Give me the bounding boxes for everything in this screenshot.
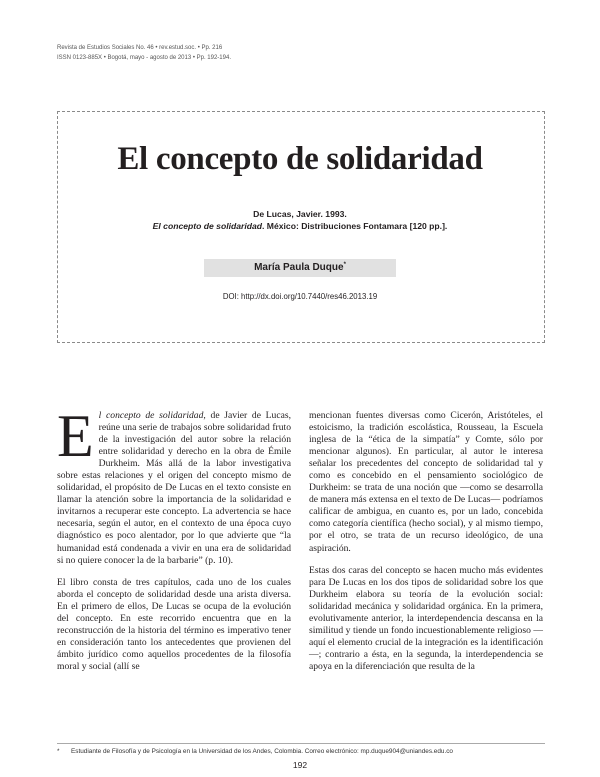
paragraph-4: Estas dos caras del concepto se hacen mucho más evidentes para De Lucas en los dos tipos de solidaridad sobre los que Durkheim elabora su teoría de la evolución social: solidaridad mecánica y solidaridad orgánica. En la primera, evolutivamente anterior, la interdependencia descansa en la similitud y tiende un fondo incuestionablemente religioso —aquí el elemento crucial de la integración es la identificación—; contrario a ésta, en la segunda, la interdependencia se apoya en la diferenciación que resulta de la [309,564,543,672]
paragraph-3: mencionan fuentes diversas como Cicerón, Aristóteles, el estoicismo, la tradición escolástica, Rousseau, la Escuela inglesa de la “ética de la simpatía” y Comte, sólo por mencionar algunos). En particular, al autor le interesa señalar los precedentes del concepto de solidaridad tal y como es concebido en el pensamiento sociológico de Durkheim: se trata de una noción que —como se desarrolla de manera más extensa en el texto de De Lucas— podríamos calificar de ambigua, en cuanto es, por un lado, concebida como categoría científica (hecho social), y al mismo tiempo, por el otro, se trata de un recurso ideológico, de una aspiración. [309,410,543,554]
footnote-text: Estudiante de Filosofía y de Psicología en la Universidad de los Andes, Colombia. Correo electrónico: mp.duque904@uniandes.edu.co [71,748,453,755]
reference-author-year: De Lucas, Javier. 1993. [253,209,347,219]
journal-header-line1: Revista de Estudios Sociales No. 46 • rev.estud.soc. • Pp. 216 [57,45,223,51]
author-bar [204,259,396,277]
reference-book-title: El concepto de solidaridad [152,221,263,231]
footnote-divider [57,743,545,744]
book-title-inline: l concepto de solidaridad [98,410,204,421]
journal-header-line2: ISSN 0123-885X • Bogotá, mayo - agosto de 2013 • Pp. 192-194. [57,55,231,61]
paragraph-1 [57,403,291,567]
footnote-mark: * [57,748,60,755]
paragraph-2: El libro consta de tres capítulos, cada uno de los cuales aborda el concepto de solidaridad desde una arista diversa. En el primero de ellos, De Lucas se ocupa de la evolución del concepto. En este recorrido encuentra que en la reconstrucción de la historia del término es imperativo tener en consideración tanto los antecedentes que provienen del ámbito jurídico como aquellos procedentes de la filosofía moral y social (allí se [57,576,291,672]
reference-publication [0,220,600,232]
article-title: El concepto de solidaridad [117,141,483,177]
body-column-left [57,403,291,683]
paragraph-1-text: , de Javier de Lucas, reúne una serie de trabajos sobre solidaridad fruto de la investigación del autor sobre la relación entre solidaridad y derecho en la obra de Émile Durkheim. Más allá de la labor investigativa sobre estas relaciones y el origen del concepto mismo de solidaridad, el propósito de De Lucas en el texto consiste en llamar la atención sobre la importancia de la solidaridad e invitarnos a recuperar este concepto. La advertencia se hace necesaria, según el autor, en el contexto de una época cuyo diagnóstico es poco alentador, por lo que advierte que “la humanidad está condenada a vivir en una era de solidaridad si no quiere conocer la de la barbarie” (p. 10). [57,410,291,566]
author-name: María Paula Duque [254,262,344,273]
footnote [57,748,545,755]
reference-publisher: . México: Distribuciones Fontamara [120 pp.]. [262,221,448,231]
author-footnote-mark[interactable]: * [343,262,346,268]
doi-link[interactable]: DOI: http://dx.doi.org/10.7440/res46.2013.19 [222,292,378,301]
body-column-right [309,410,543,683]
journal-header [57,43,231,63]
page-number: 192 [292,760,308,770]
drop-cap: E [57,403,94,469]
